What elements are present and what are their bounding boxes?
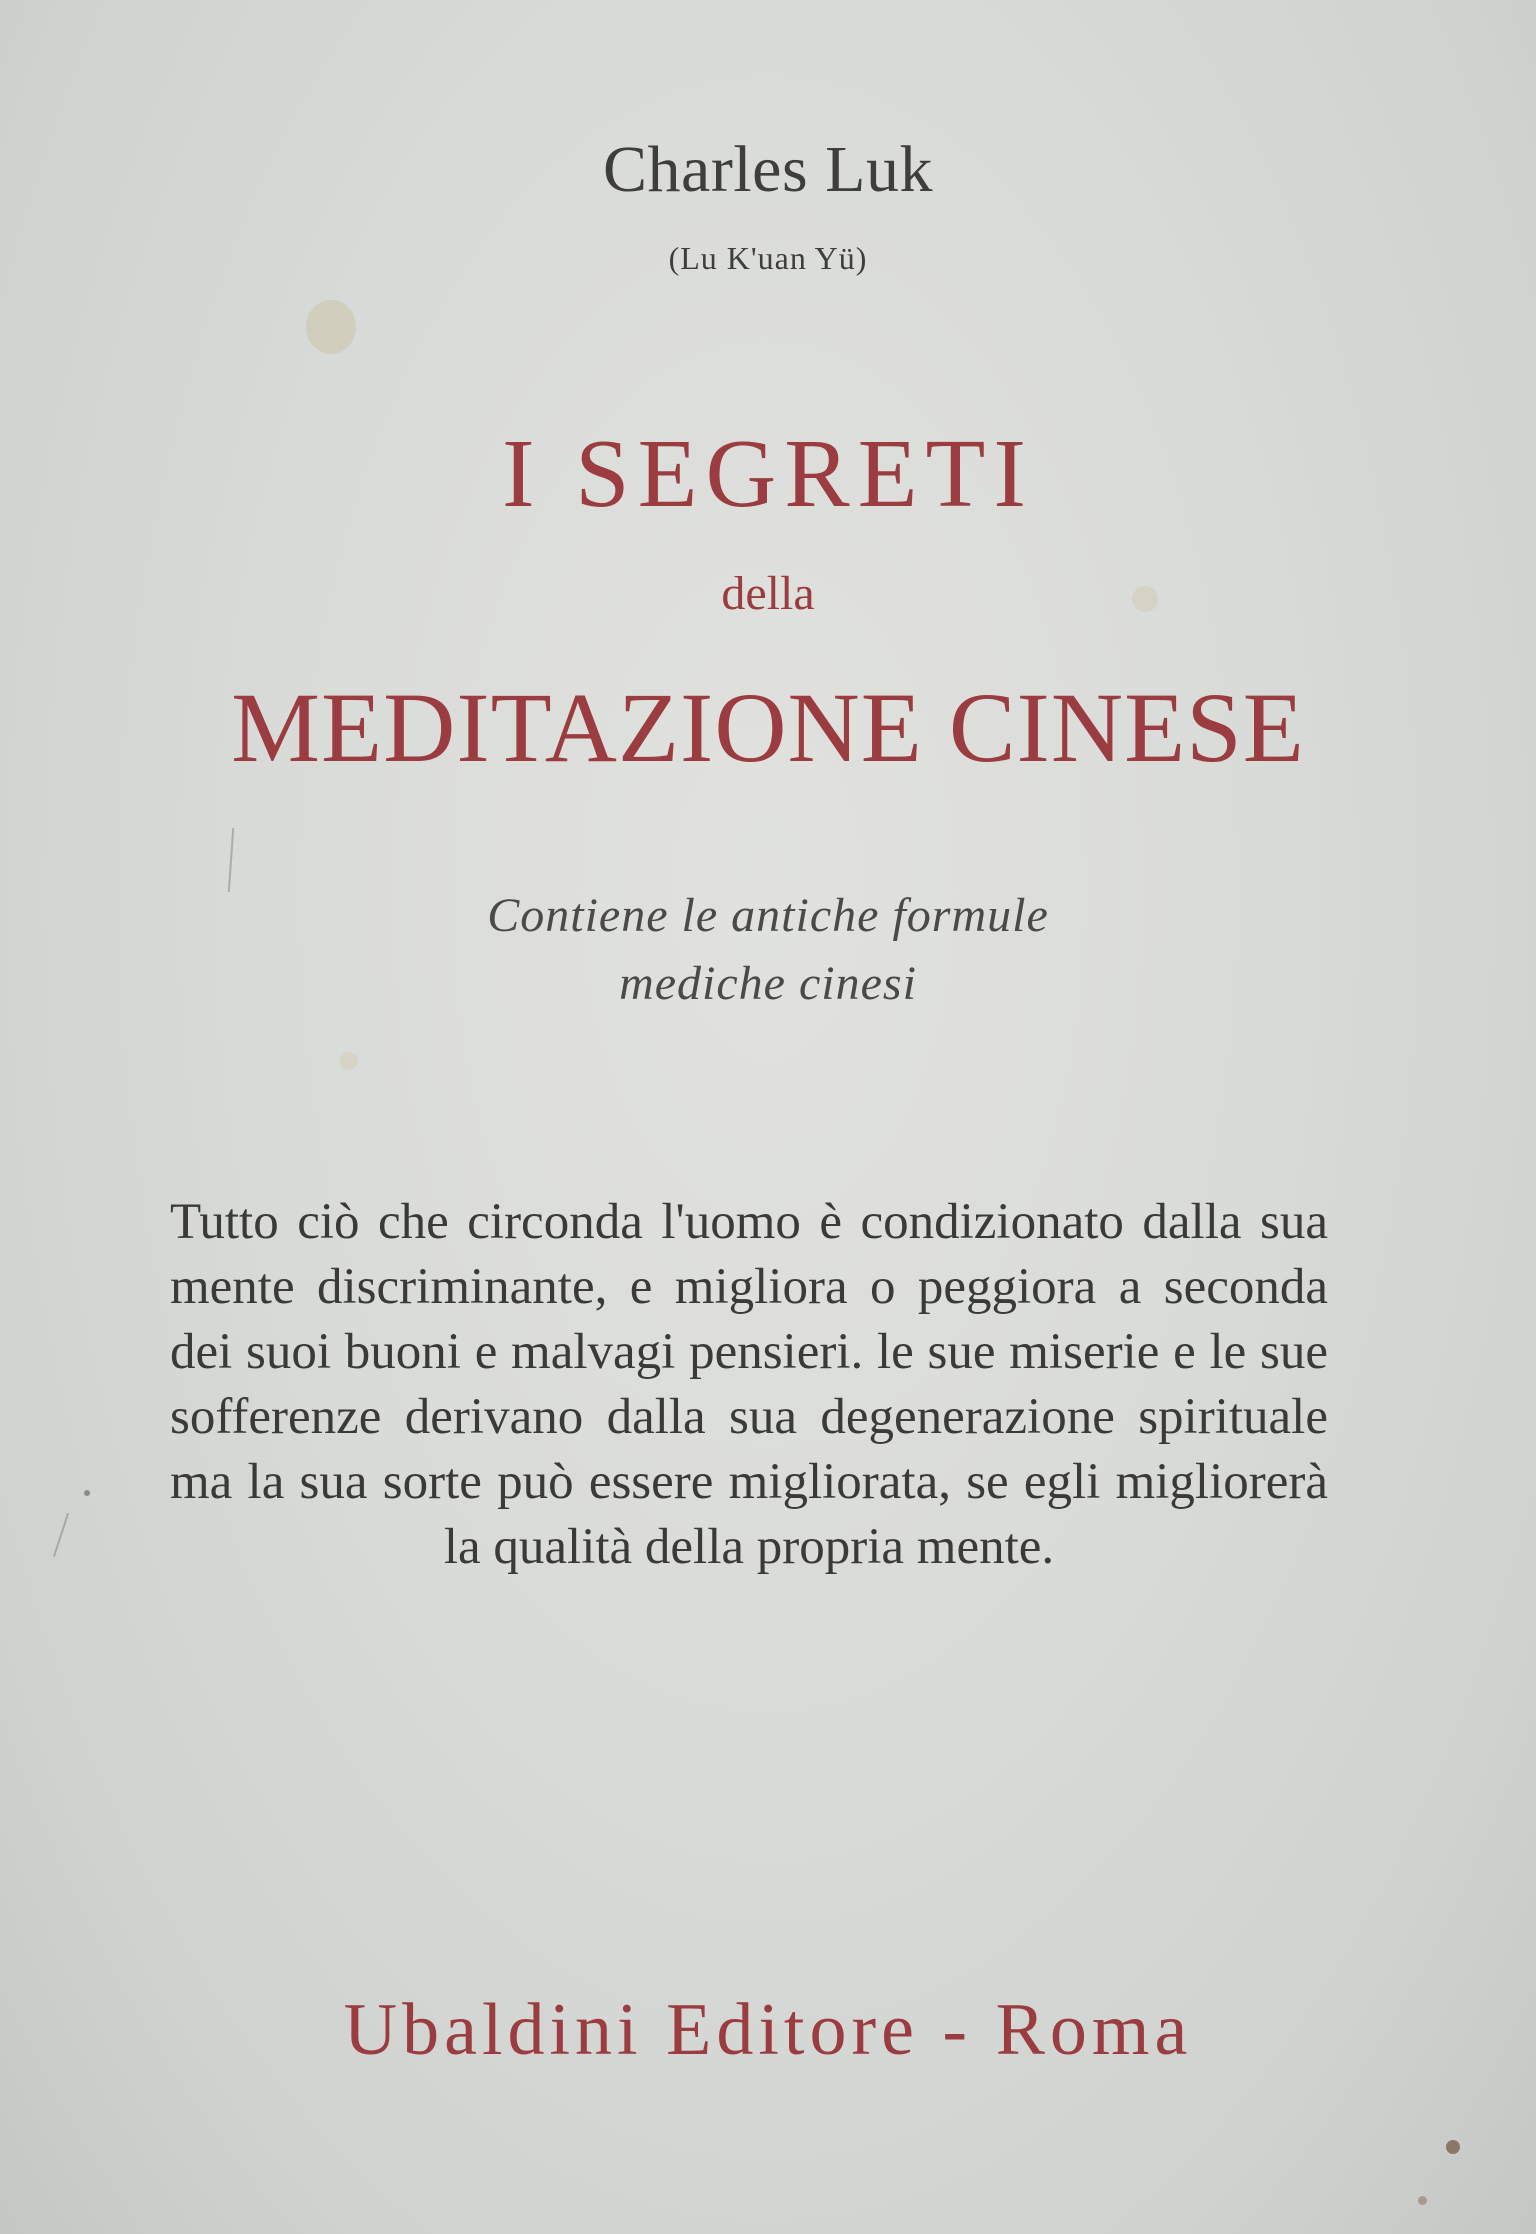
paper-speck	[1418, 2196, 1427, 2205]
subtitle-line-2: mediche cinesi	[619, 957, 917, 1010]
paper-stain	[340, 1052, 358, 1070]
paper-speck	[84, 1490, 90, 1496]
title-main: I SEGRETI	[502, 420, 1034, 528]
title-secondary: MEDITAZIONE CINESE	[231, 672, 1305, 783]
subtitle-line-1: Contiene le antiche formule	[487, 889, 1049, 942]
author-name: Charles Luk	[603, 133, 933, 206]
cover-description: Tutto ciò che circonda l'uomo è condizionato dalla sua mente discriminante, e migliora o peggiora a seconda dei suoi buoni e malvagi pensieri. le sue miserie e le sue sofferenze derivano dalla sua degenerazione spirituale ma la sua sorte può essere migliorata, se egli migliorerà la qualità della propria mente.	[170, 1194, 1328, 1575]
paper-scratch	[53, 1513, 69, 1557]
author-chinese-name: (Lu K'uan Yü)	[668, 240, 868, 276]
paper-scratch	[228, 828, 234, 892]
publisher: Ubaldini Editore - Roma	[343, 1989, 1193, 2071]
paper-speck	[1446, 2140, 1460, 2154]
paper-stain	[306, 300, 356, 354]
title-connector: della	[721, 567, 815, 620]
